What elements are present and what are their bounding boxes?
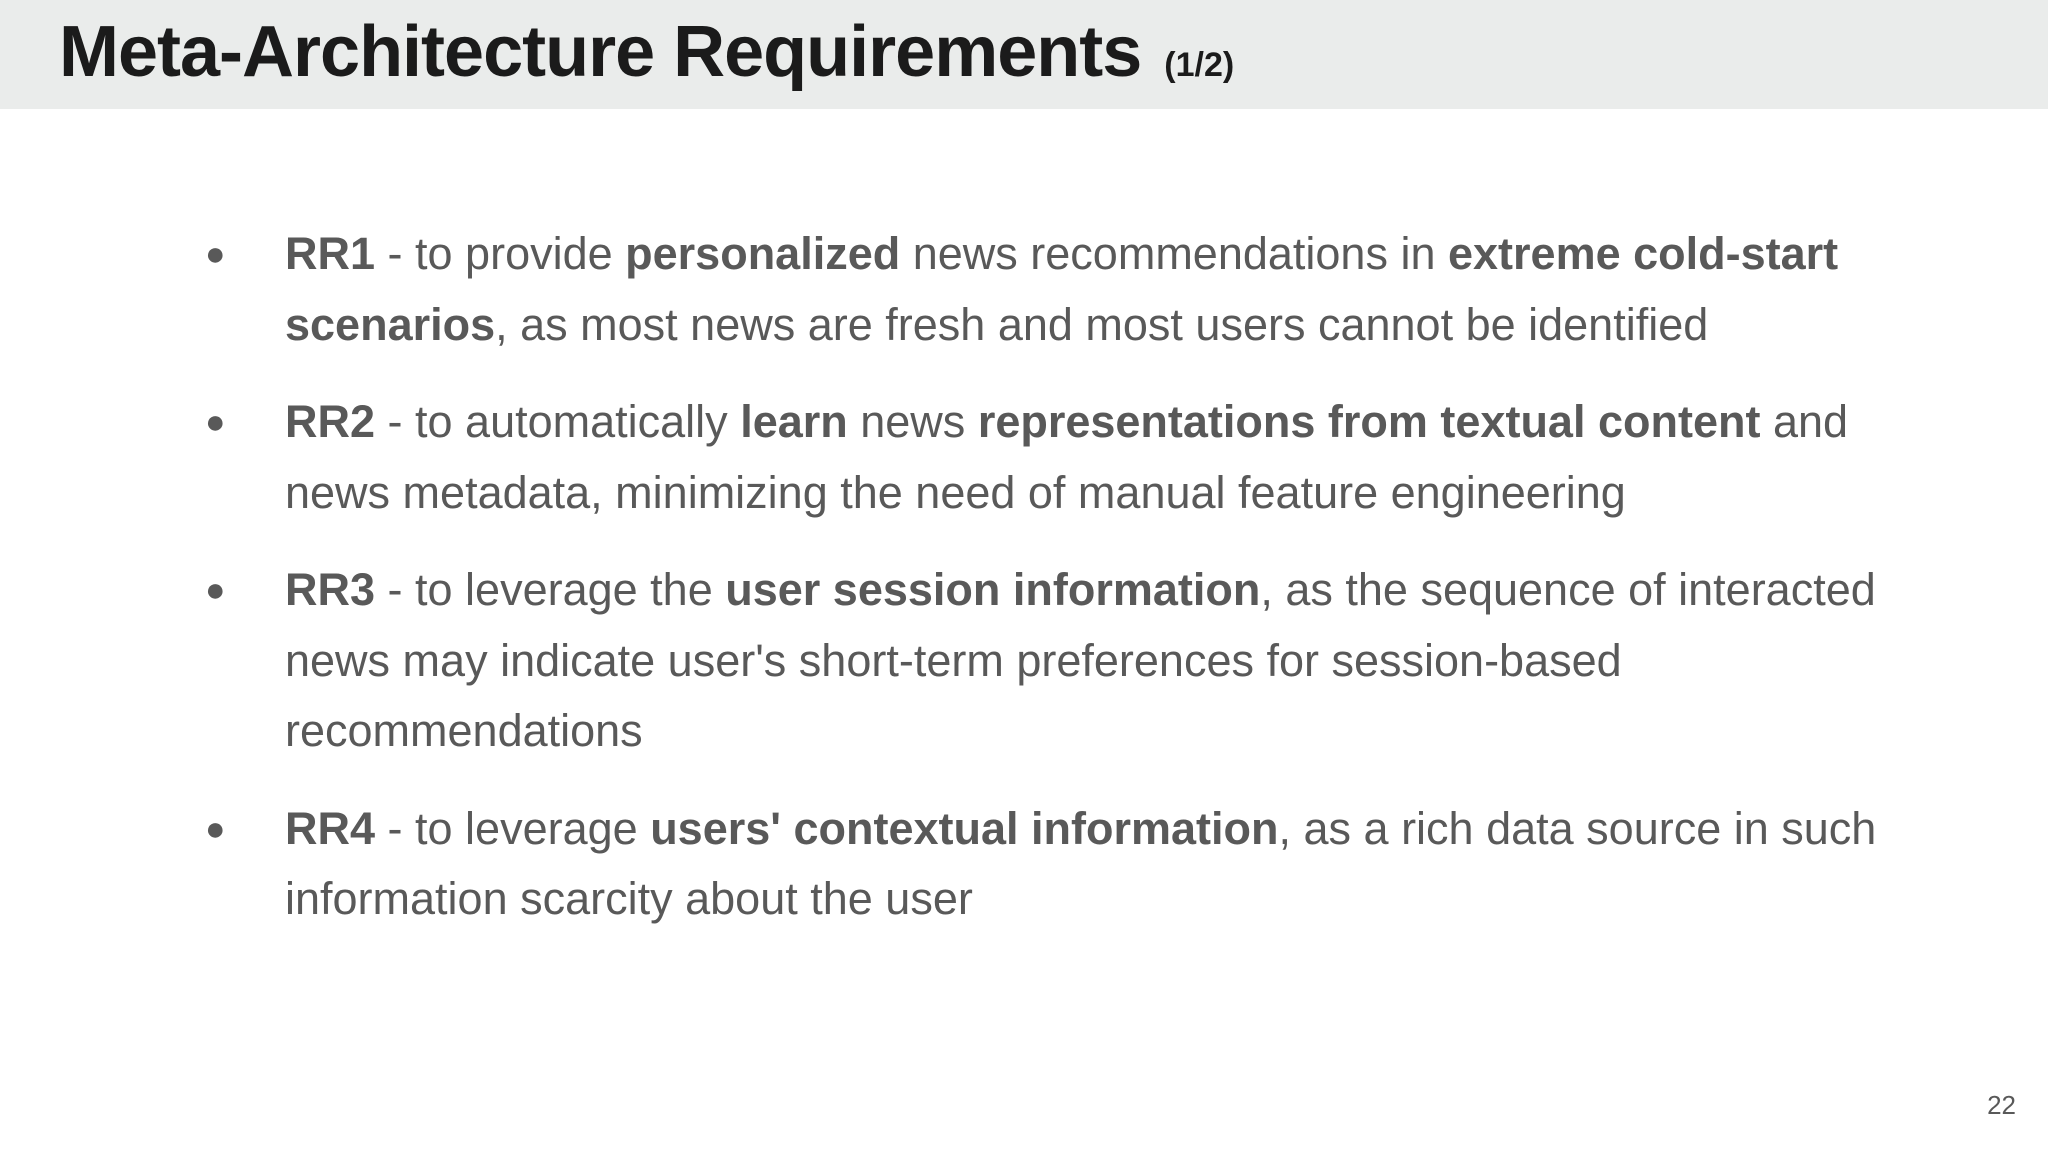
- requirement-text: , as the sequence of interacted news may indicate user's short-term preferences for session-based recommendations: [285, 564, 1876, 756]
- requirement-text: - to leverage the: [375, 564, 726, 615]
- page-number: 22: [1987, 1090, 2016, 1120]
- requirement-text: - to leverage: [375, 802, 651, 854]
- bullet-dot-icon: ●: [205, 571, 226, 609]
- requirement-item-rr3: [205, 555, 1905, 767]
- requirement-text: , as a rich data source in such information scarcity about the user: [285, 802, 1877, 924]
- requirement-emphasis: user session information: [725, 564, 1261, 615]
- requirements-list: [205, 219, 1905, 962]
- requirement-text: - to provide: [375, 228, 626, 279]
- requirement-text: news recommendations in: [900, 228, 1448, 279]
- requirement-id: RR2: [285, 396, 376, 447]
- slide-title-text: Meta-Architecture Requirements: [59, 12, 1142, 92]
- requirement-emphasis: learn: [740, 396, 848, 447]
- requirement-item-rr1: [205, 219, 1905, 360]
- requirement-id: RR3: [285, 564, 376, 615]
- requirement-item-rr2: [205, 387, 1905, 528]
- requirement-text: news: [847, 396, 978, 447]
- title-bar: [0, 0, 2048, 109]
- requirement-item-rr4: [205, 794, 1905, 935]
- requirement-emphasis: users' contextual information: [650, 802, 1279, 854]
- requirement-id: RR1: [285, 228, 376, 279]
- requirement-text: and news metadata, minimizing the need of manual feature engineering: [285, 396, 1849, 518]
- bullet-dot-icon: ●: [205, 235, 226, 273]
- bullet-dot-icon: ●: [205, 809, 226, 848]
- slide-title: [59, 8, 1234, 109]
- slide-title-part-indicator: (1/2): [1164, 46, 1235, 84]
- requirement-emphasis: personalized: [625, 228, 901, 279]
- requirement-emphasis: representations from textual content: [977, 396, 1761, 447]
- bullet-dot-icon: ●: [205, 403, 226, 441]
- requirement-emphasis: extreme cold-start scenarios: [285, 228, 1839, 350]
- requirement-id: RR4: [285, 802, 376, 854]
- requirement-text: , as most news are fresh and most users cannot be identified: [495, 298, 1709, 350]
- requirement-text: - to automatically: [375, 396, 741, 447]
